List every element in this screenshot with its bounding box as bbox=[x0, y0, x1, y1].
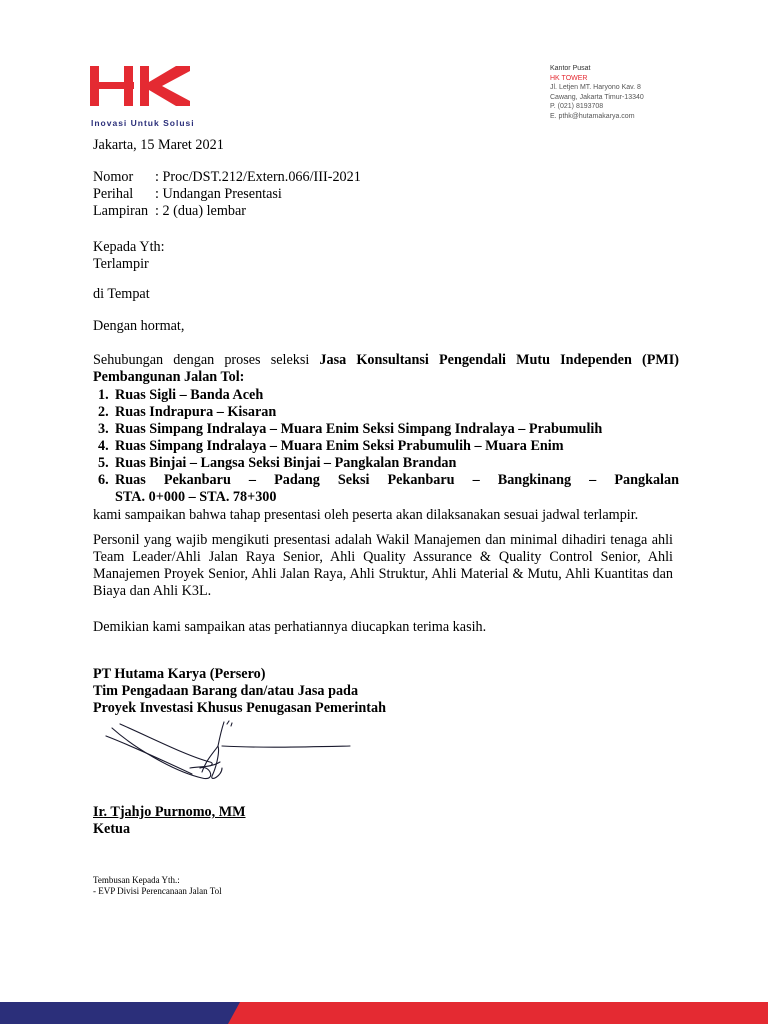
recipient-place: di Tempat bbox=[93, 286, 150, 302]
company-line-3: Proyek Investasi Khusus Penugasan Pemerintah bbox=[93, 700, 386, 716]
footer-bar bbox=[0, 1002, 768, 1024]
office-address-line-1: Jl. Letjen MT. Haryono Kav. 8 bbox=[550, 84, 641, 91]
closing-sentence: Demikian kami sampaikan atas perhatiannya diucapkan terima kasih. bbox=[93, 619, 487, 635]
list-item-text: Ruas Simpang Indralaya – Muara Enim Seksi Prabumulih – Muara Enim bbox=[115, 438, 564, 454]
signature-icon bbox=[92, 716, 354, 786]
meta-lampiran-value: : 2 (dua) lembar bbox=[155, 203, 246, 219]
meta-lampiran-label: Lampiran bbox=[93, 203, 149, 219]
cc-label: Tembusan Kepada Yth.: bbox=[93, 875, 180, 885]
list-item-number: 1. bbox=[98, 387, 109, 403]
meta-perihal-label: Perihal bbox=[93, 186, 134, 202]
list-item bbox=[93, 438, 679, 455]
list-item-number: 3. bbox=[98, 421, 109, 437]
meta-perihal-value: : Undangan Presentasi bbox=[155, 186, 282, 202]
meta-perihal bbox=[93, 186, 282, 203]
letter-date: Jakarta, 15 Maret 2021 bbox=[93, 137, 224, 153]
recipient-line-2: Terlampir bbox=[93, 256, 149, 272]
signer-name: Ir. Tjahjo Purnomo, MM bbox=[93, 804, 246, 820]
list-item-text: Ruas Pekanbaru – Padang Seksi Pekanbaru – Bangkinang – Pangkalan bbox=[115, 472, 679, 488]
intro-bold: Jasa Konsultansi Pengendali Mutu Independen (PMI) Pembangunan Jalan Tol: bbox=[93, 352, 679, 385]
office-address-block bbox=[550, 64, 644, 121]
company-tagline: Inovasi Untuk Solusi bbox=[91, 118, 195, 128]
recipient-line-1: Kepada Yth: bbox=[93, 239, 165, 255]
office-name: HK TOWER bbox=[550, 74, 588, 82]
list-item-number: 2. bbox=[98, 404, 109, 420]
intro-paragraph bbox=[93, 352, 679, 386]
meta-nomor-label: Nomor bbox=[93, 169, 134, 185]
office-phone: P. (021) 8193708 bbox=[550, 103, 604, 110]
recipient-block bbox=[93, 239, 165, 273]
personnel-paragraph: Personil yang wajib mengikuti presentasi adalah Wakil Manajemen dan minimal dihadiri tenaga ahli Team Leader/Ahli Jalan Raya Senior, Ahli Quality Assurance & Quality Control Senior, Ahli Manajemen Proyek Senior, Ahli Jalan Raya, Ahli Struktur, Ahli Material & Mutu, Ahli Kuantitas dan Biaya dan Ahli K3L. bbox=[93, 532, 673, 599]
list-item-text: Ruas Simpang Indralaya – Muara Enim Seksi Simpang Indralaya – Prabumulih bbox=[115, 421, 603, 437]
list-item bbox=[93, 455, 679, 472]
greeting: Dengan hormat, bbox=[93, 318, 185, 334]
list-item-text: Ruas Sigli – Banda Aceh bbox=[115, 387, 264, 403]
cc-block bbox=[93, 875, 222, 897]
signer-title: Ketua bbox=[93, 821, 131, 837]
ruas-list bbox=[93, 387, 679, 506]
list-item bbox=[93, 421, 679, 438]
meta-nomor bbox=[93, 169, 361, 186]
list-item bbox=[93, 472, 679, 506]
list-item-number: 4. bbox=[98, 438, 109, 454]
office-label: Kantor Pusat bbox=[550, 65, 591, 72]
list-item bbox=[93, 387, 679, 404]
meta-nomor-value: : Proc/DST.212/Extern.066/III-2021 bbox=[155, 169, 361, 185]
list-item-continuation: STA. 0+000 – STA. 78+300 bbox=[115, 489, 277, 505]
cc-item: - EVP Divisi Perencanaan Jalan Tol bbox=[93, 886, 222, 896]
company-block bbox=[93, 666, 386, 717]
company-line-1: PT Hutama Karya (Persero) bbox=[93, 666, 266, 682]
list-item bbox=[93, 404, 679, 421]
list-item-number: 5. bbox=[98, 455, 109, 471]
office-email: E. pthk@hutamakarya.com bbox=[550, 112, 635, 120]
office-address-line-2: Cawang, Jakarta Timur-13340 bbox=[550, 93, 644, 101]
list-item-text: Ruas Indrapura – Kisaran bbox=[115, 404, 277, 420]
list-item-number: 6. bbox=[98, 472, 109, 488]
intro-prefix: Sehubungan dengan proses seleksi bbox=[93, 352, 320, 368]
hk-logo-icon bbox=[90, 64, 190, 108]
after-list-text: kami sampaikan bahwa tahap presentasi oleh peserta akan dilaksanakan sesuai jadwal terlampir. bbox=[93, 507, 639, 523]
company-line-2: Tim Pengadaan Barang dan/atau Jasa pada bbox=[93, 683, 359, 699]
signer-block bbox=[93, 804, 246, 838]
list-item-text: Ruas Binjai – Langsa Seksi Binjai – Pangkalan Brandan bbox=[115, 455, 457, 471]
meta-lampiran bbox=[93, 203, 246, 220]
